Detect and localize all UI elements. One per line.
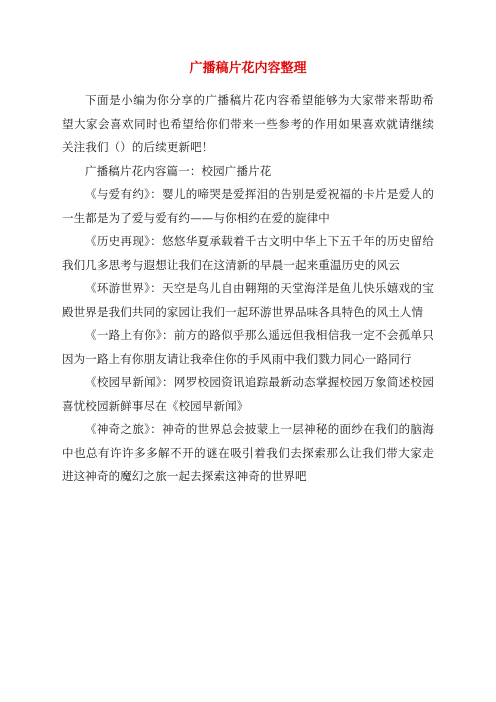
document-title: 广播稿片花内容整理 <box>189 61 307 76</box>
intro-paragraph: 下面是小编为你分享的广播稿片花内容希望能够为大家带来帮助希望大家会喜欢同时也希望给你们带来一些参考的作用如果喜欢就请继续关注我们（）的后续更新吧！ <box>62 93 434 154</box>
paragraph-shen-qi-zhi-lv: 《神奇之旅》：神奇的世界总会披蒙上一层神秘的面纱在我们的脑海中也总有许许多多解不开的谜在吸引着我们去探索那么让我们带大家走进这神奇的魔幻之旅一起去探索这神奇的世界吧 <box>62 422 434 483</box>
paragraph-xiao-yuan-zao-xin-wen: 《校园早新闻》：网罗校园资讯追踪最新动态掌握校园万象简述校园喜忧校园新鲜事尽在《校园早新闻》 <box>62 375 434 413</box>
paragraph-yu-ai-you-yue: 《与爱有约》：婴儿的啼哭是爱挥泪的告别是爱祝福的卡片是爱人的一生都是为了爱与爱有约——与你相约在爱的旋律中 <box>62 187 434 225</box>
section-heading: 广播稿片花内容篇一：校园广播片花 <box>85 163 272 178</box>
paragraph-li-shi-zai-xian: 《历史再现》：悠悠华夏承载着千古文明中华上下五千年的历史留给我们几多思考与遐想让我们在这清新的早晨一起来重温历史的风云 <box>62 234 434 272</box>
paragraph-huan-you-shi-jie: 《环游世界》：天空是鸟儿自由翱翔的天堂海洋是鱼儿快乐嬉戏的宝殿世界是我们共同的家园让我们一起环游世界品味各具特色的风土人情 <box>62 281 434 319</box>
document-page <box>62 60 434 489</box>
paragraph-yi-lu-shang-you-ni: 《一路上有你》：前方的路似乎那么遥远但我相信我一定不会孤单只因为一路上有你朋友请让我牵住你的手风雨中我们戮力同心一路同行 <box>62 328 434 366</box>
